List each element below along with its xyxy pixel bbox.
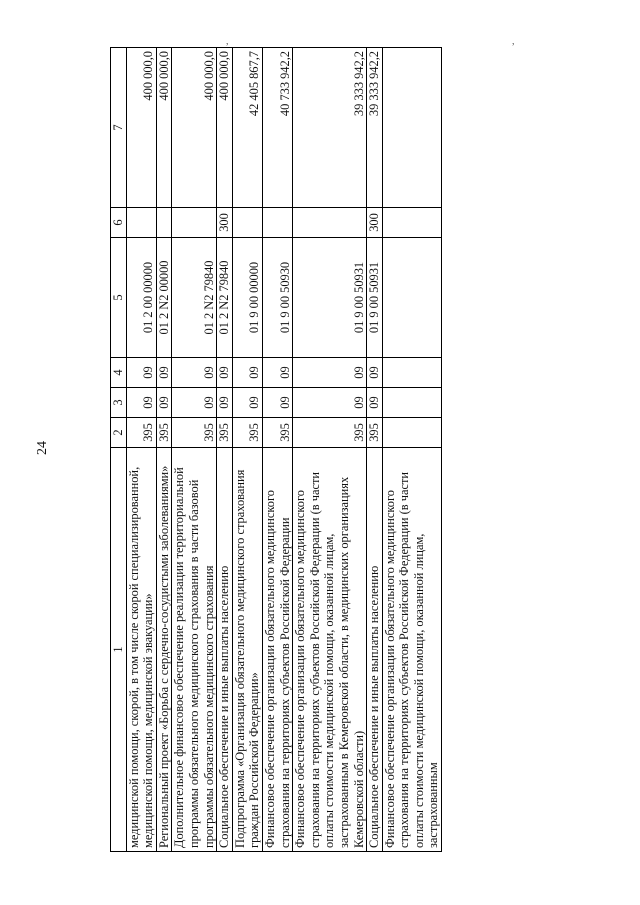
row-sum: 400 000,0 (217, 48, 233, 208)
row-pr (382, 358, 441, 388)
row-pr: 09 (156, 358, 172, 388)
row-rz (382, 388, 441, 418)
row-csr: 01 2 00 00000 (126, 238, 156, 358)
table-header-row (111, 48, 127, 852)
row-vr (172, 208, 217, 238)
row-pr: 09 (172, 358, 217, 388)
row-rz: 09 (126, 388, 156, 418)
table-row (367, 48, 383, 852)
row-vr: 300 (217, 208, 233, 238)
row-gr: 395 (217, 418, 233, 448)
row-gr: 395 (172, 418, 217, 448)
row-sum: 400 000,0 (172, 48, 217, 208)
row-pr: 09 (293, 358, 367, 388)
scan-mark: , (226, 36, 229, 47)
row-sum: 40 733 942,2 (262, 48, 292, 208)
row-rz: 09 (293, 388, 367, 418)
header-cell: 1 (111, 448, 127, 852)
row-pr: 09 (126, 358, 156, 388)
row-rz: 09 (172, 388, 217, 418)
row-csr: 01 9 00 50931 (293, 238, 367, 358)
row-name: Финансовое обеспечение организации обязательного медицинского страхования на территориях субъектов Российской Федерации (в части оплаты стоимости медицинской помощи, оказанной лицам, застрахованным (382, 448, 441, 852)
row-gr: 395 (367, 418, 383, 448)
row-sum: 39 333 942,2 (367, 48, 383, 208)
row-vr (293, 208, 367, 238)
header-cell: 7 (111, 48, 127, 208)
row-rz: 09 (156, 388, 172, 418)
row-rz: 09 (367, 388, 383, 418)
row-name: Подпрограмма «Организация обязательного медицинского страхования граждан Российской Федерации» (232, 448, 262, 852)
row-csr: 01 2 N2 79840 (172, 238, 217, 358)
row-name: Региональный проект «Борьба с сердечно-сосудистыми заболеваниями» (156, 448, 172, 852)
table-row (382, 48, 441, 852)
row-csr: 01 9 00 00000 (232, 238, 262, 358)
table-row (293, 48, 367, 852)
row-pr: 09 (262, 358, 292, 388)
row-pr: 09 (367, 358, 383, 388)
table-row (126, 48, 156, 852)
rotated-table-container (110, 48, 522, 852)
header-cell: 3 (111, 388, 127, 418)
row-name: Финансовое обеспечение организации обязательного медицинского страхования на территориях субъектов Российской Федерации (262, 448, 292, 852)
table-row (262, 48, 292, 852)
row-sum: 400 000,0 (126, 48, 156, 208)
row-vr (382, 208, 441, 238)
row-name: медицинской помощи, скорой, в том числе скорой специализированной, медицинской помощи, медицинской эвакуации» (126, 448, 156, 852)
row-gr (382, 418, 441, 448)
table-row (232, 48, 262, 852)
row-rz: 09 (232, 388, 262, 418)
row-name: Финансовое обеспечение организации обязательного медицинского страхования на территориях субъектов Российской Федерации (в части оплаты стоимости медицинской помощи, оказанной лицам, застрахованным в Кемеровской области, в медицинских организациях Кемеровской области) (293, 448, 367, 852)
row-sum: 42 405 867,7 (232, 48, 262, 208)
row-pr: 09 (232, 358, 262, 388)
row-csr: 01 9 00 50930 (262, 238, 292, 358)
row-rz: 09 (262, 388, 292, 418)
page-number: 24 (35, 441, 50, 455)
row-sum: 400 000,0 (156, 48, 172, 208)
row-gr: 395 (293, 418, 367, 448)
row-gr: 395 (156, 418, 172, 448)
row-gr: 395 (232, 418, 262, 448)
row-rz: 09 (217, 388, 233, 418)
budget-table (110, 47, 442, 852)
header-cell: 5 (111, 238, 127, 358)
row-name: Социальное обеспечение и иные выплаты населению (217, 448, 233, 852)
row-csr (382, 238, 441, 358)
row-vr: 300 (367, 208, 383, 238)
row-csr: 01 9 00 50931 (367, 238, 383, 358)
header-cell: 6 (111, 208, 127, 238)
row-vr (262, 208, 292, 238)
row-name: Социальное обеспечение и иные выплаты населению (367, 448, 383, 852)
scan-mark: , (512, 36, 515, 47)
row-csr: 01 2 N2 79840 (217, 238, 233, 358)
row-pr: 09 (217, 358, 233, 388)
row-gr: 395 (262, 418, 292, 448)
table-row (156, 48, 172, 852)
header-cell: 2 (111, 418, 127, 448)
row-vr (126, 208, 156, 238)
row-name: Дополнительное финансовое обеспечение реализации территориальной программы обязательного медицинского страхования в части базовой программы обязательного медицинского страхования (172, 448, 217, 852)
table-row (217, 48, 233, 852)
row-gr: 395 (126, 418, 156, 448)
row-sum: 39 333 942,2 (293, 48, 367, 208)
table-row (172, 48, 217, 852)
row-sum (382, 48, 441, 208)
row-vr (232, 208, 262, 238)
row-vr (156, 208, 172, 238)
row-csr: 01 2 N2 00000 (156, 238, 172, 358)
header-cell: 4 (111, 358, 127, 388)
